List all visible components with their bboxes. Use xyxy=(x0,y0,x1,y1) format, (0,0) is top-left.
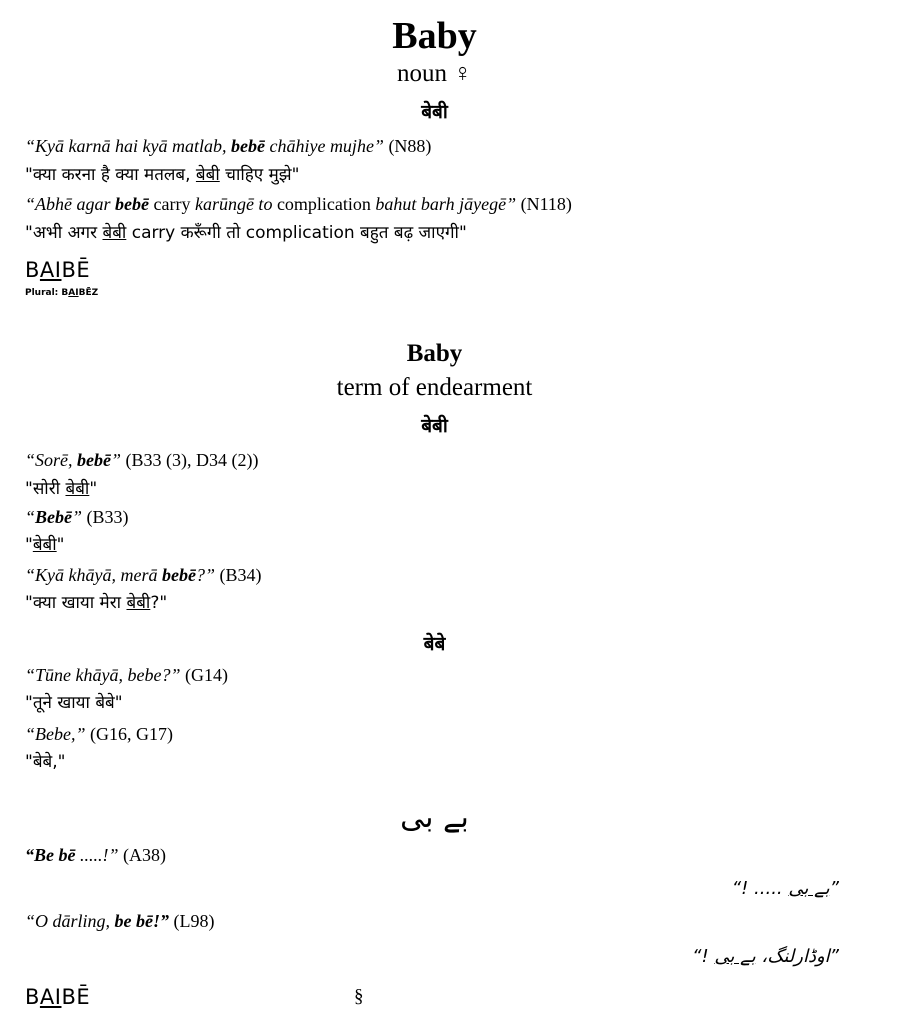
deva-text: "अभी अगर xyxy=(25,223,103,243)
citation-ref: (N118) xyxy=(516,194,572,214)
devanagari-headword: बेबी xyxy=(421,415,448,437)
devanagari-line: "क्या खाया मेरा बेबी?" xyxy=(25,593,168,613)
devanagari-line xyxy=(25,220,467,243)
deva-text: "क्या करना है क्या मतलब, xyxy=(25,165,196,185)
citation-line: “Tūne khāyā, bebe?” (G14) xyxy=(25,665,228,685)
citation-line: “Kyā khāyā, merā bebē?” (B34) xyxy=(25,565,262,585)
pronunciation: BAIBĒ xyxy=(25,985,91,1009)
part-of-speech xyxy=(0,60,869,88)
citation-line: “O dārling, be bē!” (L98) xyxy=(25,911,215,931)
citation-text: karūngē to xyxy=(194,194,273,214)
citation-line xyxy=(25,136,431,157)
devanagari-line: "सोरी बेबी" xyxy=(25,479,98,499)
entry-title: Baby xyxy=(406,340,463,367)
devanagari-line xyxy=(25,162,299,185)
plural-form: Plural: BAIBĒZ xyxy=(25,288,99,298)
section-mark: § xyxy=(354,986,364,1007)
devanagari-line: "बेबे," xyxy=(25,752,66,772)
urdu-headword: بے بی xyxy=(400,800,469,835)
citation-text: chāhiye mujhe” xyxy=(264,136,384,156)
citation-text: carry xyxy=(148,194,195,214)
pronunciation: BAIBĒ xyxy=(25,258,91,282)
deva-text: चाहिए मुझे" xyxy=(219,165,300,185)
citation-ref: (N88) xyxy=(383,136,432,156)
citation-line: “Sorē, bebē” (B33 (3), D34 (2)) xyxy=(25,450,259,470)
devanagari-headword: बेबी xyxy=(421,101,448,123)
pos-label: noun xyxy=(397,60,447,87)
feminine-symbol: ♀ xyxy=(453,60,472,87)
deva-keyword: बेबी xyxy=(195,165,220,185)
devanagari-headword-variant: बेबे xyxy=(423,633,446,655)
citation-line: “Be bē .....!” (A38) xyxy=(25,845,166,865)
urdu-line: ”بے بی ..... !“ xyxy=(731,878,839,899)
citation-keyword: bebē xyxy=(115,194,149,214)
citation-line xyxy=(25,194,572,215)
deva-keyword: बेबी xyxy=(102,223,127,243)
citation-text: “Abhē agar xyxy=(25,194,115,214)
part-of-speech: term of endearment xyxy=(336,374,533,401)
citation-keyword: bebē xyxy=(230,136,265,156)
deva-text: carry करूँगी तो complication बहुत बढ़ जाएगी" xyxy=(126,223,467,243)
citation-text: complication xyxy=(272,194,376,214)
citation-text: bahut barh jāyegē” xyxy=(375,194,517,214)
citation-line: “Bebe,” (G16, G17) xyxy=(25,724,173,744)
urdu-line: ”اوڈارلنگ، بے بی !“ xyxy=(692,946,839,967)
entry-title: Baby xyxy=(392,15,477,57)
citation-line: “Bebē” (B33) xyxy=(25,507,129,527)
devanagari-line: "तूने खाया बेबे" xyxy=(25,693,123,713)
devanagari-line: "बेबी" xyxy=(25,535,65,555)
citation-text: “Kyā karnā hai kyā matlab, xyxy=(25,136,231,156)
